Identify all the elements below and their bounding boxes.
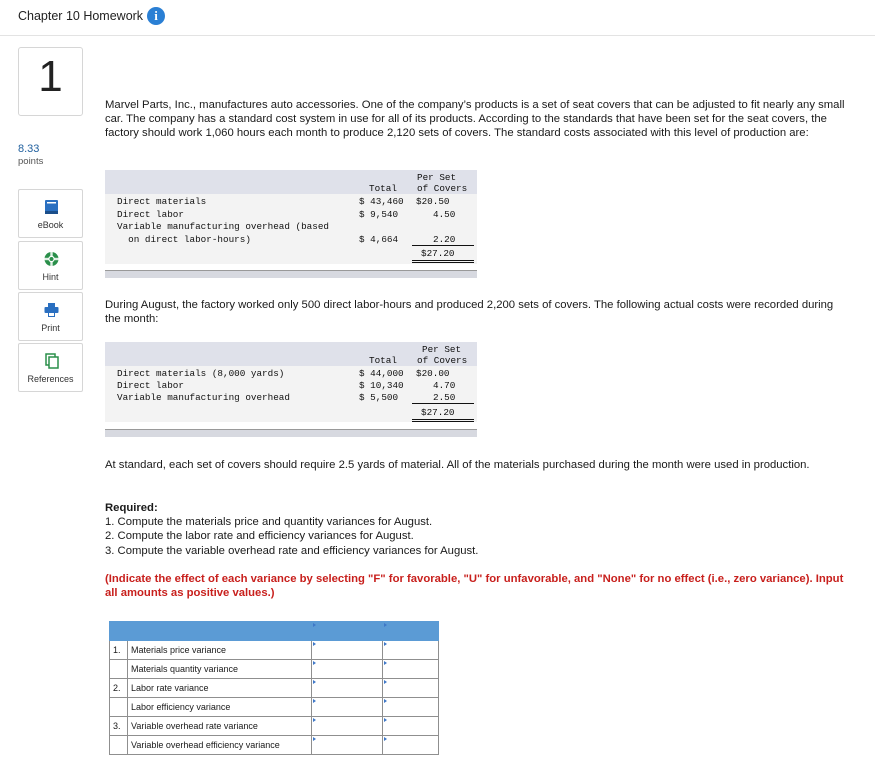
table-row: Direct labor $ 10,340 4.70 <box>117 380 456 391</box>
references-label: References <box>27 374 74 384</box>
required-title: Required: <box>105 502 158 514</box>
row-label: Labor rate variance <box>128 679 312 698</box>
copy-icon <box>19 353 82 369</box>
std-header-perset-1: Per Set <box>417 172 457 183</box>
variance-effect-select[interactable] <box>383 698 439 717</box>
variance-amount-input[interactable] <box>312 679 383 698</box>
table-row: on direct labor-hours) $ 4,664 2.20 <box>117 234 456 245</box>
table-row <box>110 736 439 755</box>
info-icon[interactable]: i <box>147 7 165 25</box>
variance-effect-select[interactable] <box>383 660 439 679</box>
actual-cost-table <box>105 342 477 422</box>
references-button[interactable] <box>18 343 83 392</box>
row-label: Variable overhead rate variance <box>128 717 312 736</box>
row-label: Materials price variance <box>128 641 312 660</box>
points-label: points <box>18 156 44 167</box>
hint-button[interactable] <box>18 241 83 290</box>
table-row: 2. Labor rate variance <box>110 679 439 698</box>
table-row: Direct labor $ 9,540 4.50 <box>117 209 456 220</box>
table-row: 3. Variable overhead rate variance <box>110 717 439 736</box>
variance-amount-input[interactable] <box>312 698 383 717</box>
table-row: Variable manufacturing overhead $ 5,500 2.50 <box>117 392 456 403</box>
lifebuoy-icon <box>19 251 82 267</box>
act-total-per-set: $27.20 <box>421 407 455 418</box>
act-header-perset-2: of Covers <box>417 355 468 366</box>
instruction-text: (Indicate the effect of each variance by selecting "F" for favorable, "U" for unfavorable, and "None" for no effect (i.e., zero variance). Input all amounts as positive values.) <box>105 573 844 600</box>
variance-effect-select[interactable] <box>383 679 439 698</box>
act-header-total: Total <box>369 355 397 366</box>
standard-cost-table <box>105 170 477 264</box>
points-value: 8.33 <box>18 143 40 155</box>
variance-amount-input[interactable] <box>312 641 383 660</box>
required-item-3: 3. Compute the variable overhead rate and efficiency variances for August. <box>105 545 479 557</box>
book-icon <box>19 199 82 215</box>
required-item-1: 1. Compute the materials price and quantity variances for August. <box>105 516 433 528</box>
row-label: Variable overhead efficiency variance <box>128 736 312 755</box>
page-title: Chapter 10 Homework <box>18 9 144 23</box>
august-text: During August, the factory worked only 500 direct labor-hours and produced 2,200 sets of covers. The following actual costs were recorded during the month: <box>105 299 834 326</box>
required-item-2: 2. Compute the labor rate and efficiency variances for August. <box>105 530 414 542</box>
table-divider <box>105 429 477 437</box>
question-number: 1 <box>38 52 63 101</box>
variance-effect-select[interactable] <box>383 717 439 736</box>
variance-amount-input[interactable] <box>312 736 383 755</box>
variance-effect-select[interactable] <box>383 736 439 755</box>
table-row: 1. Materials price variance <box>110 641 439 660</box>
variance-amount-input[interactable] <box>312 717 383 736</box>
table-row: Direct materials (8,000 yards) $ 44,000 $20.00 <box>117 368 450 379</box>
ebook-label: eBook <box>37 220 64 230</box>
std-header-total: Total <box>369 183 397 194</box>
ebook-button[interactable] <box>18 189 83 238</box>
question-number-box <box>18 47 83 116</box>
row-label: Materials quantity variance <box>128 660 312 679</box>
page-header <box>0 0 875 36</box>
printer-icon <box>19 302 82 318</box>
table-row <box>110 660 439 679</box>
standard-text: At standard, each set of covers should require 2.5 yards of material. All of the materials purchased during the month were used in production. <box>105 459 810 471</box>
variance-amount-input[interactable] <box>312 660 383 679</box>
answer-header-row <box>110 622 439 641</box>
hint-label: Hint <box>42 272 59 282</box>
print-label: Print <box>41 323 60 333</box>
variance-answer-table <box>109 621 439 755</box>
variance-effect-select[interactable] <box>383 641 439 660</box>
row-label: Labor efficiency variance <box>128 698 312 717</box>
intro-text: Marvel Parts, Inc., manufactures auto accessories. One of the company’s products is a set of seat covers that can be adjusted to fit nearly any small car. The company has a standard cost system in use for all of its products. According to the standards that have been set for the seat covers, the factory should work 1,060 hours each month to produce 2,120 sets of covers. The standard costs associated with this level of production are: <box>105 99 845 140</box>
print-button[interactable] <box>18 292 83 341</box>
std-total-per-set: $27.20 <box>421 248 455 259</box>
table-row: Variable manufacturing overhead (based <box>117 221 330 232</box>
std-header-perset-2: of Covers <box>417 183 468 194</box>
act-header-perset-1: Per Set <box>422 344 462 355</box>
table-row: Direct materials $ 43,460 $20.50 <box>117 196 450 207</box>
table-row <box>110 698 439 717</box>
table-divider <box>105 270 477 278</box>
